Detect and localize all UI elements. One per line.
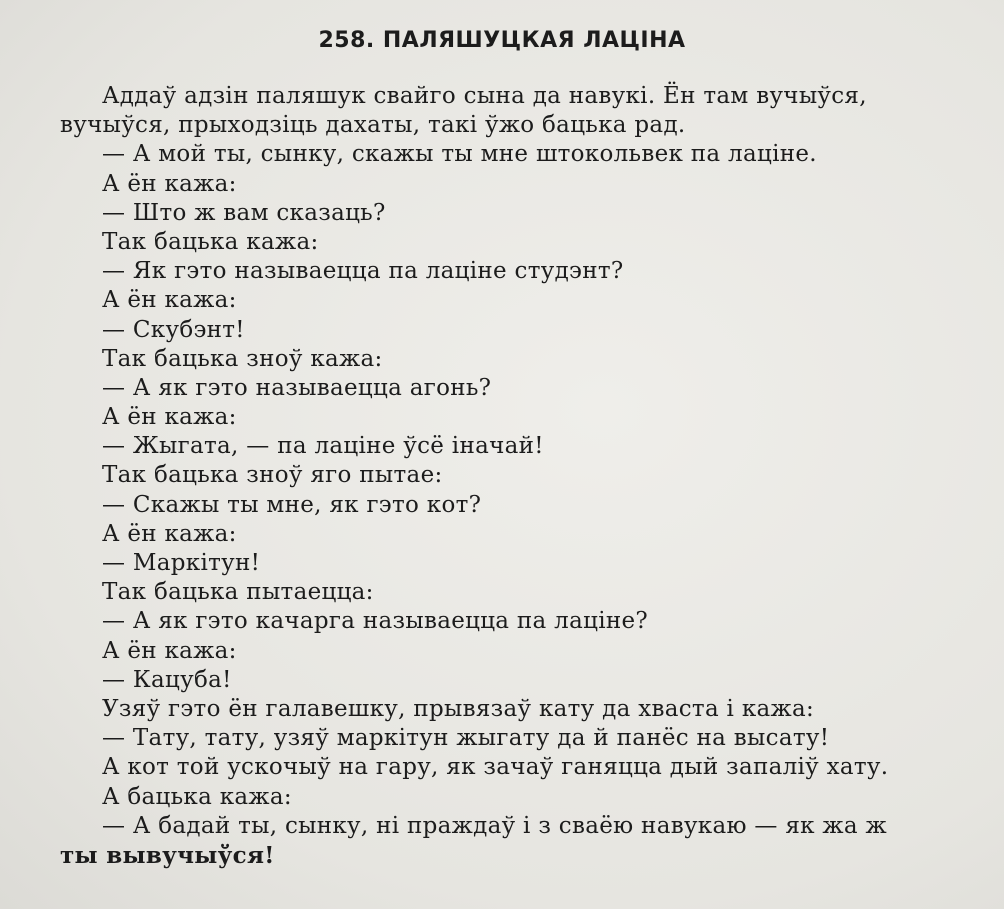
text-line: — А мой ты, сынку, скажы ты мне штокольвек па лаціне. — [102, 141, 817, 168]
text-line: Узяў гэто ён галавешку, прывязаў кату да хваста і кажа: — [102, 695, 815, 722]
text-line: — Што ж вам сказаць? — [102, 199, 386, 226]
text-line: — Кацуба! — [102, 666, 232, 693]
text-line: А ён кажа: — [102, 637, 237, 664]
text-line: Так бацька зноў яго пытае: — [102, 462, 443, 489]
text-line: А ён кажа: — [102, 170, 237, 197]
text-line: — Скубэнт! — [102, 316, 245, 343]
text-line: А ён кажа: — [102, 404, 237, 431]
text-line: — А як гэто качарга называецца па лаціне? — [102, 608, 649, 635]
text-line: А бацька кажа: — [102, 783, 292, 810]
text-line: — Жыгата, — па лаціне ўсё іначай! — [102, 433, 544, 460]
text-line: А ён кажа: — [102, 520, 237, 547]
story-text — [60, 82, 980, 870]
text-line: Так бацька кажа: — [102, 228, 319, 255]
text-line: Так бацька зноў кажа: — [102, 345, 383, 372]
text-line: — Маркітун! — [102, 550, 261, 576]
text-line: — Тату, тату, узяў маркітун жыгату да й панёс на высату! — [102, 725, 830, 752]
text-line: — Скажы ты мне, як гэто кот? — [102, 491, 482, 518]
text-line: — Як гэто называецца па лаціне студэнт? — [102, 258, 624, 285]
text-line: А ён кажа: — [102, 287, 237, 314]
text-line: Аддаў адзін паляшук свайго сына да навукі. Ён там вучыўся, — [102, 83, 867, 109]
text-line: — А бадай ты, сынку, ні праждаў і з сваёю навукаю — як жа ж — [102, 812, 887, 839]
text-line: А кот той ускочыў на гару, як зачаў ганяцца дый запаліў хату. — [102, 754, 889, 781]
page-title: 258. ПАЛЯШУЦКАЯ ЛАЦІНА — [318, 28, 686, 53]
text-line: вучыўся, прыходзіць дахаты, такі ўжо бацька рад. — [60, 112, 686, 139]
text-line: ты вывучыўся! — [60, 841, 275, 869]
text-line: Так бацька пытаецца: — [102, 579, 374, 606]
text-line: — А як гэто называецца агонь? — [102, 374, 492, 401]
